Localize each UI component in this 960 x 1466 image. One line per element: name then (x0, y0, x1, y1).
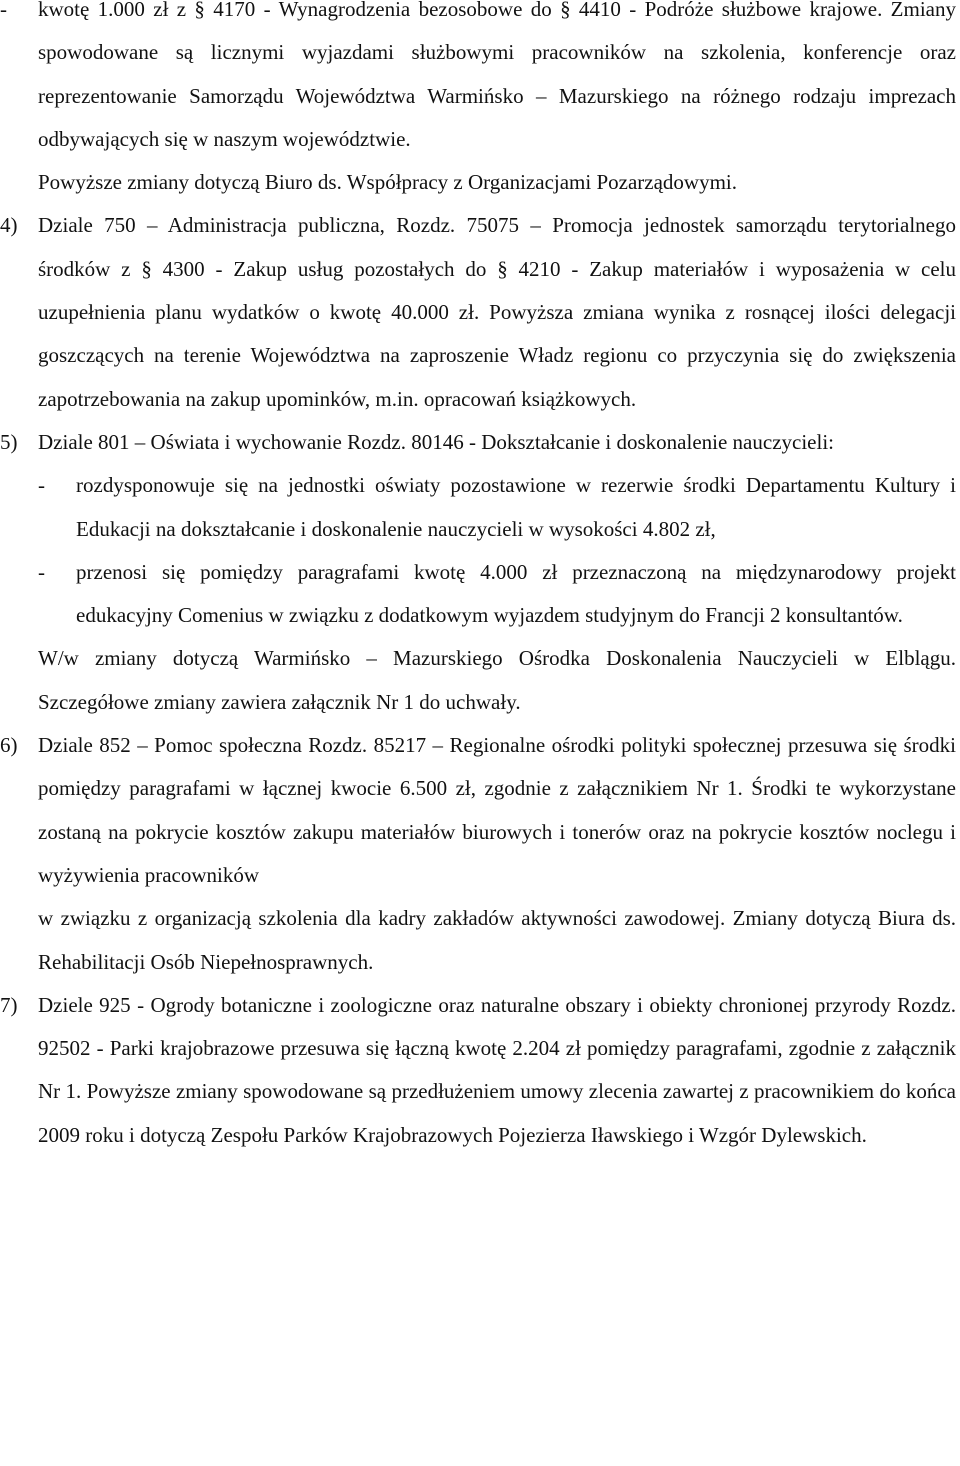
list-item (0, 724, 956, 897)
paragraph: w związku z organizacją szkolenia dla kadry zakładów aktywności zawodowej. Zmiany dotyczą Biura ds. Rehabilitacji Osób Niepełnosprawnych. (38, 906, 956, 974)
list-marker: - (0, 0, 7, 21)
list-item (0, 421, 956, 464)
list-number: 7) (0, 992, 18, 1017)
paragraph: Powyższe zmiany dotyczą Biuro ds. Współpracy z Organizacjami Pozarządowymi. (38, 170, 738, 195)
list-number: 6) (0, 733, 18, 758)
paragraph: Dziale 801 – Oświata i wychowanie Rozdz. 80146 - Dokształcanie i doskonalenie nauczycieli: (38, 429, 834, 454)
paragraph: kwotę 1.000 zł z § 4170 - Wynagrodzenia bezosobowe do § 4410 - Podróże służbowe krajowe. Zmiany spowodowane są licznymi wyjazdami służbowymi pracowników na szkolenia, konferencje oraz reprezentowanie Samorządu Województwa Warmińsko – Mazurskiego na różnego rodzaju imprezach odbywających się w naszym województwie. (38, 0, 956, 151)
paragraph: W/w zmiany dotyczą Warmińsko – Mazurskiego Ośrodka Doskonalenia Nauczycieli w Elblągu. Szczegółowe zmiany zawiera załącznik Nr 1 do uchwały. (38, 646, 956, 714)
list-item (0, 0, 956, 161)
list-number: 4) (0, 213, 18, 238)
paragraph: rozdysponowuje się na jednostki oświaty pozostawione w rezerwie środki Departamentu Kultury i Edukacji na dokształcanie i doskonalenie nauczycieli w wysokości 4.802 zł, (76, 473, 956, 541)
paragraph: Dziale 852 – Pomoc społeczna Rozdz. 85217 – Regionalne ośrodki polityki społecznej przesuwa się środki pomiędzy paragrafami w łącznej kwocie 6.500 zł, zgodnie z załącznikiem Nr 1. Środki te wykorzystane zostaną na pokrycie kosztów zakupu materiałów biurowych i tonerów oraz na pokrycie kosztów noclegu i wyżywienia pracowników (38, 733, 956, 887)
paragraph: Dziale 750 – Administracja publiczna, Rozdz. 75075 – Promocja jednostek samorządu terytorialnego środków z § 4300 - Zakup usług pozostałych do § 4210 - Zakup materiałów i wyposażenia w celu uzupełnienia planu wydatków o kwotę 40.000 zł. Powyższa zmiana wynika z rosnącej ilości delegacji goszczących na terenie Województwa na zaproszenie Władz regionu co przyczynia się do zwiększenia zapotrzebowania na zakup upominków, m.in. opracowań książkowych. (38, 213, 956, 411)
list-item (0, 204, 956, 420)
list-marker: - (38, 473, 45, 498)
list-item (0, 984, 956, 1157)
list-number: 5) (0, 429, 18, 454)
list-item (0, 464, 956, 551)
paragraph: przenosi się pomiędzy paragrafami kwotę 4.000 zł przeznaczoną na międzynarodowy projekt edukacyjny Comenius w związku z dodatkowym wyjazdem studyjnym do Francji 2 konsultantów. (76, 559, 956, 628)
paragraph: Dziele 925 - Ogrody botaniczne i zoologiczne oraz naturalne obszary i obiekty chronionej przyrody Rozdz. 92502 - Parki krajobrazowe przesuwa się łączną kwotę 2.204 zł pomiędzy paragrafami, zgodnie z załącznik Nr 1. Powyższe zmiany spowodowane są przedłużeniem umowy zlecenia zawartej z pracownikiem do końca 2009 roku i dotyczą Zespołu Parków Krajobrazowych Pojezierza Iławskiego i Wzgór Dylewskich. (38, 992, 956, 1147)
list-item (0, 551, 956, 638)
list-marker: - (38, 559, 45, 584)
